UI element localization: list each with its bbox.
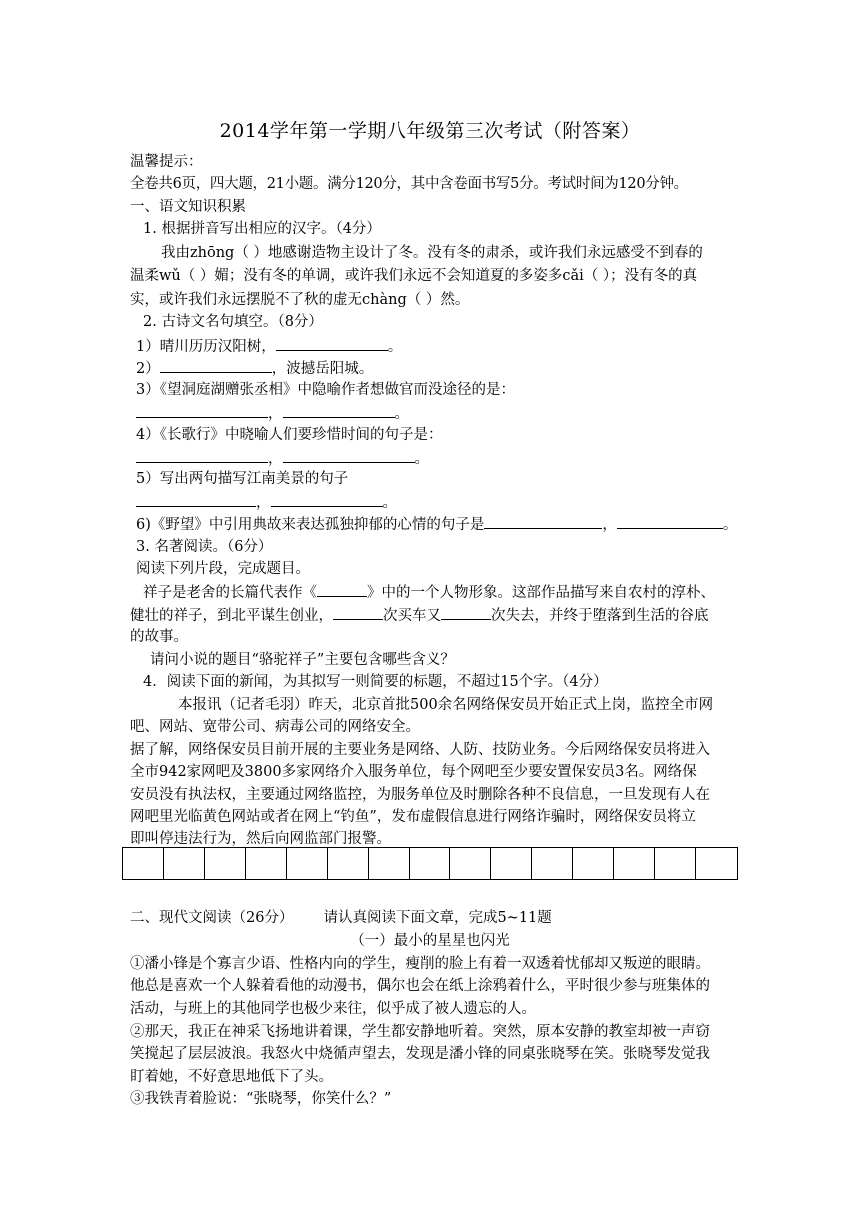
question-1-line-3: 实，或许我们永远摆脱不了秋的虚无chàng（ ）然。 (130, 292, 470, 308)
headline-answer-grid (122, 847, 738, 880)
question-3-intro: 阅读下列片段，完成题目。 (136, 561, 310, 577)
tip-label: 温馨提示： (130, 154, 203, 170)
answer-cell[interactable] (410, 848, 451, 879)
answer-blank[interactable] (617, 514, 723, 529)
question-1-heading: 1. 根据拼音写出相应的汉字。（4分） (143, 221, 381, 237)
question-2-item-4-answers (136, 448, 746, 469)
story-p1-line-1: ①潘小锋是个寡言少语、性格内向的学生，瘦削的脸上有着一双透着忧郁却又叛逆的眼睛。 (130, 956, 710, 972)
news-line-5: 安员没有执法权，主要通过网络监控，为服务单位及时删除各种不良信息，一旦发现有人在 (130, 787, 710, 803)
answer-cell[interactable] (573, 848, 614, 879)
answer-cell[interactable] (532, 848, 573, 879)
question-2-item-3: 3）《望洞庭湖赠张丞相》中隐喻作者想做官而没途径的是： (136, 382, 515, 398)
question-1-line-2: 温柔wǔ（ ）媚；没有冬的单调，或许我们永远不会知道夏的多姿多cǎi（ ）；没有冬的真 (130, 268, 698, 284)
question-4-heading: 4．阅读下面的新闻，为其拟写一则简要的标题，不超过15个字。（4分） (143, 674, 608, 690)
answer-blank[interactable] (136, 403, 268, 418)
answer-cell[interactable] (696, 848, 737, 879)
answer-blank[interactable] (317, 582, 367, 597)
q2-2-prefix: 2） (136, 361, 160, 377)
punct: ， (602, 517, 617, 533)
answer-blank[interactable] (136, 448, 268, 463)
news-line-7: 即叫停违法行为，然后向网监部门报警。 (130, 831, 391, 847)
answer-blank[interactable] (271, 492, 383, 507)
story-title: （一）最小的星星也闪光 (350, 933, 510, 949)
question-3-line-2 (130, 605, 740, 626)
punct: 。 (387, 339, 403, 355)
question-2-item-3-answers (136, 403, 746, 424)
answer-cell[interactable] (655, 848, 696, 879)
answer-cell[interactable] (614, 848, 655, 879)
question-2-heading: 2. 古诗文名句填空。（8分） (143, 314, 323, 330)
story-p2-line-2: 笑搅起了层层波浪。我怒火中烧循声望去，发现是潘小锋的同桌张晓琴在笑。张晓琴发觉我 (130, 1046, 710, 1062)
answer-blank[interactable] (160, 358, 272, 373)
question-2-item-4: 4）《长歌行》中晓喻人们要珍惜时间的句子是： (136, 427, 443, 443)
section-2-heading (130, 908, 740, 928)
punct: ， (256, 495, 271, 511)
answer-blank[interactable] (276, 336, 388, 351)
q2-1-text: 1）晴川历历汉阳树， (136, 339, 276, 355)
answer-cell[interactable] (491, 848, 532, 879)
story-p3-line-1: ③我铁青着脸说：“张晓琴，你笑什么？” (130, 1091, 392, 1107)
answer-cell[interactable] (287, 848, 328, 879)
answer-cell[interactable] (369, 848, 410, 879)
question-3-question: 请问小说的题目“骆驼祥子”主要包含哪些含义？ (150, 652, 455, 668)
question-2-item-6 (136, 514, 746, 535)
punct: ， (268, 451, 283, 467)
answer-blank[interactable] (136, 492, 256, 507)
answer-cell[interactable] (246, 848, 287, 879)
question-2-item-1 (136, 336, 746, 357)
answer-blank[interactable] (333, 605, 383, 620)
section-2-instructions: 请认真阅读下面文章，完成5~11题 (323, 910, 552, 926)
q3-text: 健壮的祥子，到北平谋生创业， (130, 608, 333, 624)
punct: 。 (722, 517, 738, 533)
question-3-line-1 (143, 582, 753, 603)
story-p1-line-2: 他总是喜欢一个人躲着看他的动漫书，偶尔也会在纸上涂鸦着什么，平时很少参与班集体的 (130, 978, 710, 994)
question-1-line-1: 我由zhōng（ ）地感谢造物主设计了冬。没有冬的肃杀，或许我们永远感受不到春的 (161, 245, 703, 261)
answer-cell[interactable] (123, 848, 164, 879)
q3-text: 》中的一个人物形象。这部作品描写来自农村的淳朴、 (367, 585, 715, 601)
story-p1-line-3: 活动，与班上的其他同学也极少来往，似乎成了被人遗忘的人。 (130, 1001, 536, 1017)
q2-6-text: 6)《野望》中引用典故来表达孤独抑郁的心情的句子是 (136, 517, 485, 533)
answer-blank[interactable] (283, 448, 415, 463)
tip-text: 全卷共6页，四大题，21小题。满分120分，其中含卷面书写5分。考试时间为120分钟。 (130, 176, 688, 192)
punct: 。 (394, 406, 409, 422)
page-title: 2014学年第一学期八年级第三次考试（附答案） (219, 120, 641, 142)
q3-text: 次失去，并终于堕落到生活的谷底 (491, 608, 709, 624)
punct: 。 (414, 451, 429, 467)
question-3-heading: 3. 名著阅读。（6分） (136, 539, 273, 555)
question-2-item-5-answers (136, 492, 746, 513)
answer-cell[interactable] (328, 848, 369, 879)
answer-cell[interactable] (164, 848, 205, 879)
answer-blank[interactable] (283, 403, 395, 418)
story-p2-line-3: 盯着她，不好意思地低下了头。 (130, 1069, 333, 1085)
answer-cell[interactable] (205, 848, 246, 879)
punct: ， (268, 406, 283, 422)
section-2-title: 二、现代文阅读（26分） (130, 910, 294, 926)
question-2-item-5: 5）写出两句描写江南美景的句子 (136, 471, 349, 487)
q3-text: 祥子是老舍的长篇代表作《 (143, 585, 317, 601)
news-line-4: 全市942家网吧及3800多家网络介入服务单位，每个网吧至少要安置保安员3名。网络保 (130, 764, 697, 780)
punct: 。 (382, 495, 397, 511)
section-1-heading: 一、语文知识积累 (130, 199, 246, 215)
question-3-line-3: 的故事。 (130, 629, 188, 645)
answer-cell[interactable] (450, 848, 491, 879)
answer-blank[interactable] (441, 605, 491, 620)
news-line-1: 本报讯（记者毛羽）昨天，北京首批500余名网络保安员开始正式上岗，监控全市网 (178, 697, 714, 713)
news-line-3: 据了解，网络保安员目前开展的主要业务是网络、人防、技防业务。今后网络保安员将进入 (130, 742, 710, 758)
answer-blank[interactable] (484, 514, 602, 529)
q3-text: 次买车又 (383, 608, 441, 624)
question-2-item-2 (136, 358, 746, 379)
q2-2-text: ，波撼岳阳城。 (271, 361, 374, 377)
story-p2-line-1: ②那天，我正在神采飞扬地讲着课，学生都安静地听着。突然，原本安静的教室却被一声窃 (130, 1024, 710, 1040)
news-line-2: 吧、网站、宽带公司、病毒公司的网络安全。 (130, 719, 420, 735)
news-line-6: 网吧里光临黄色网站或者在网上“钓鱼”，发布虚假信息进行网络诈骗时，网络保安员将立 (130, 809, 696, 825)
